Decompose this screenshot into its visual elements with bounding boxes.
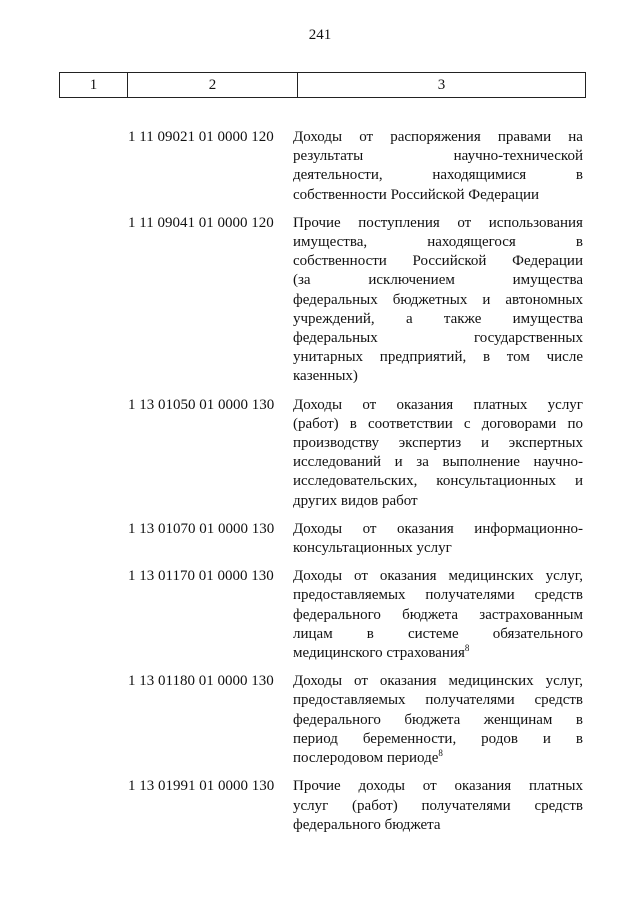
- description-line: [293, 777, 583, 796]
- word: предоставляемых: [293, 692, 406, 709]
- description-line: [293, 434, 583, 453]
- word: бюджета: [404, 711, 461, 728]
- income-description: [293, 567, 583, 663]
- word: имущества: [512, 272, 583, 289]
- word: системе: [407, 625, 459, 642]
- word: имущества: [512, 310, 583, 327]
- word: беременности,: [362, 730, 457, 747]
- word: получателями: [421, 797, 511, 814]
- description-line: [293, 310, 583, 329]
- description-line: [293, 271, 583, 290]
- description-line: [293, 186, 583, 205]
- footnote-marker: 8: [464, 643, 470, 654]
- word: Доходы: [293, 673, 343, 690]
- word: других видов работ: [293, 492, 418, 509]
- word: от: [457, 214, 472, 231]
- word: (работ): [293, 415, 339, 432]
- column-header-3: 3: [437, 76, 446, 93]
- word: средств: [534, 797, 583, 814]
- word: получателями: [425, 692, 515, 709]
- table-row: [128, 396, 586, 511]
- word: числе: [546, 349, 583, 366]
- word: и: [394, 454, 403, 471]
- description-line: [293, 797, 583, 816]
- word: использования: [488, 214, 583, 231]
- word: результаты: [293, 148, 364, 165]
- word: Российской: [412, 253, 487, 270]
- word: услуг: [547, 396, 583, 413]
- word: консультационных: [436, 473, 556, 490]
- income-description: [293, 214, 583, 387]
- table-row: [128, 672, 586, 768]
- description-line: [293, 567, 583, 586]
- word: за: [416, 454, 429, 471]
- word: федерального: [293, 711, 381, 728]
- table-row: [128, 214, 586, 387]
- word: платных: [473, 396, 528, 413]
- word: распоряжения: [390, 129, 481, 145]
- word: научно-: [533, 454, 583, 471]
- word: в: [575, 167, 583, 184]
- word: (за: [293, 272, 311, 289]
- word: женщинам: [483, 711, 553, 728]
- description-line: [293, 291, 583, 310]
- word: производству: [293, 435, 379, 452]
- description-line: [293, 730, 583, 749]
- description-line: [293, 606, 583, 625]
- word: с: [463, 415, 471, 432]
- word: в: [575, 730, 583, 747]
- budget-code: 1 13 01170 01 0000 130: [128, 568, 274, 585]
- budget-code: 1 13 01070 01 0000 130: [128, 520, 275, 537]
- column-header-table: [59, 72, 586, 98]
- budget-code: 1 13 01991 01 0000 130: [128, 778, 275, 795]
- word: и: [481, 435, 490, 452]
- word: федерального бюджета: [293, 816, 441, 833]
- budget-code: 1 11 09021 01 0000 120: [128, 129, 274, 145]
- word: деятельности,: [293, 167, 383, 184]
- budget-code: 1 11 09041 01 0000 120: [128, 214, 274, 231]
- description-line: [293, 644, 583, 663]
- word: обязательного: [492, 625, 583, 642]
- word: консультационных услуг: [293, 540, 452, 557]
- word: имущества,: [293, 234, 368, 251]
- word: от: [362, 520, 377, 537]
- description-line: [293, 672, 583, 691]
- word: научно-технической: [453, 148, 583, 165]
- description-line: [293, 586, 583, 605]
- description-line: [293, 329, 583, 348]
- word: договорами: [481, 415, 557, 432]
- word: оказания: [379, 568, 437, 585]
- word: от: [422, 778, 437, 795]
- description-line: [293, 166, 583, 185]
- description-line: [293, 396, 583, 415]
- word: казенных): [293, 368, 358, 385]
- word: а: [405, 310, 413, 327]
- word: исследований: [293, 454, 382, 471]
- word: федерального: [293, 606, 381, 623]
- table-row: [128, 567, 586, 663]
- word: оказания: [454, 778, 512, 795]
- word: экспертиз: [398, 435, 462, 452]
- word: и: [574, 473, 583, 490]
- description-line: [293, 711, 583, 730]
- word: медицинских: [448, 568, 534, 585]
- description-line: [293, 214, 583, 233]
- word: федеральных: [293, 330, 378, 347]
- description-line: [293, 749, 583, 768]
- description-line: [293, 367, 583, 386]
- word: средств: [534, 692, 583, 709]
- word: собственности Российской Федерации: [293, 186, 540, 203]
- word: в: [575, 711, 583, 728]
- description-line: [293, 233, 583, 252]
- table-row: [128, 520, 586, 558]
- table-row: [128, 128, 586, 205]
- word: от: [359, 129, 374, 145]
- word: также: [443, 310, 482, 327]
- word: в: [349, 415, 357, 432]
- word: в: [575, 234, 583, 251]
- word: Доходы: [293, 129, 343, 145]
- word: в: [366, 625, 374, 642]
- word: получателями: [425, 587, 515, 604]
- income-description: [293, 396, 583, 511]
- word: период: [293, 730, 338, 747]
- word: находящимися: [432, 167, 527, 184]
- description-line: [293, 520, 583, 539]
- word: на: [568, 129, 583, 145]
- word: информационно-: [474, 520, 583, 537]
- word: федеральных: [293, 291, 378, 308]
- word: собственности: [293, 253, 387, 270]
- word: выполнение: [442, 454, 520, 471]
- column-header-2: 2: [128, 73, 298, 97]
- word: послеродовом периоде: [293, 750, 439, 767]
- word: в: [482, 349, 491, 366]
- word: и: [482, 291, 491, 308]
- income-description: [293, 777, 583, 835]
- word: услуг: [293, 797, 329, 814]
- budget-code: 1 13 01180 01 0000 130: [128, 673, 274, 690]
- word: доходы: [358, 778, 405, 795]
- word: находящегося: [427, 234, 516, 251]
- word: учреждений,: [293, 310, 375, 327]
- word: оказания: [397, 520, 454, 537]
- word: том: [506, 349, 530, 366]
- word: услуг,: [545, 568, 583, 585]
- description-line: [293, 539, 583, 558]
- description-line: [293, 625, 583, 644]
- word: услуг,: [545, 673, 583, 690]
- word: экспертных: [508, 435, 583, 452]
- word: Прочие: [293, 778, 341, 795]
- income-description: [293, 672, 583, 768]
- income-description: [293, 128, 583, 205]
- description-line: [293, 147, 583, 166]
- word: бюджетных: [392, 291, 468, 308]
- word: предприятий,: [379, 349, 467, 366]
- word: Доходы: [293, 520, 343, 537]
- word: унитарных: [293, 349, 364, 366]
- word: оказания: [396, 396, 454, 413]
- description-line: [293, 128, 583, 147]
- word: бюджета: [402, 606, 459, 623]
- description-line: [293, 691, 583, 710]
- column-header-1: 1: [60, 73, 128, 97]
- word: Доходы: [293, 396, 343, 413]
- word: по: [567, 415, 583, 432]
- word: Доходы: [293, 568, 343, 585]
- word: правами: [497, 129, 552, 145]
- table-row: [128, 777, 586, 835]
- description-line: [293, 472, 583, 491]
- word: исключением: [368, 272, 455, 289]
- word: застрахованным: [479, 606, 583, 623]
- word: средств: [534, 587, 583, 604]
- description-line: [293, 348, 583, 367]
- word: медицинских: [448, 673, 534, 690]
- word: от: [354, 673, 368, 690]
- description-line: [293, 492, 583, 511]
- description-line: [293, 816, 583, 835]
- word: Федерации: [512, 253, 583, 270]
- word: автономных: [505, 291, 583, 308]
- page-number: 241: [308, 27, 332, 43]
- word: государственных: [474, 330, 583, 347]
- word: и: [542, 730, 551, 747]
- word: Прочие: [293, 214, 341, 231]
- word: родов: [481, 730, 518, 747]
- footnote-marker: 8: [438, 748, 443, 759]
- description-line: [293, 252, 583, 271]
- word: от: [354, 568, 368, 585]
- word: медицинского страхования: [293, 645, 465, 662]
- word: соответствии: [368, 415, 453, 432]
- word: (работ): [352, 797, 398, 814]
- budget-code: 1 13 01050 01 0000 130: [128, 396, 275, 413]
- description-line: [293, 453, 583, 472]
- income-code-list: [128, 128, 586, 844]
- word: исследовательских,: [293, 473, 418, 490]
- word: оказания: [379, 673, 437, 690]
- word: поступления: [358, 214, 440, 231]
- word: платных: [529, 778, 583, 795]
- word: предоставляемых: [293, 587, 406, 604]
- word: лицам: [293, 625, 333, 642]
- income-description: [293, 520, 583, 558]
- description-line: [293, 415, 583, 434]
- word: от: [362, 396, 377, 413]
